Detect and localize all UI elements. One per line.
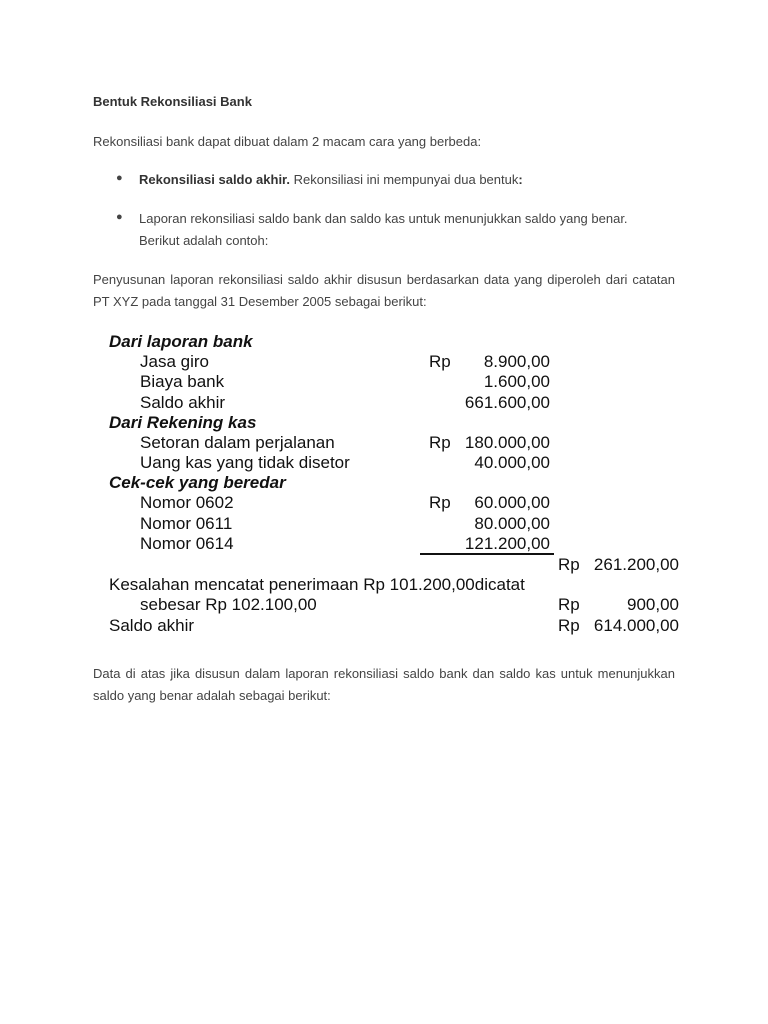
bullet-item-1 <box>139 169 679 191</box>
setoran-rp: Rp <box>429 433 451 452</box>
bullet-item-2 <box>139 208 679 252</box>
section-title: Bentuk Rekonsiliasi Bank <box>93 94 252 109</box>
setoran-label: Setoran dalam perjalanan <box>140 433 335 452</box>
bullet-1-tail: : <box>518 172 523 187</box>
kesalahan-line-1: Kesalahan mencatat penerimaan Rp 101.200,00dicatat <box>109 575 525 594</box>
saldo-final-rp: Rp <box>558 616 580 635</box>
nomor-0614-amount: 121.200,00 <box>464 534 550 553</box>
bank-section-header: Dari laporan bank <box>109 332 253 351</box>
kesalahan-line-2: sebesar Rp 102.100,00 <box>140 595 317 614</box>
nomor-0602-rp: Rp <box>429 493 451 512</box>
nomor-0611-amount: 80.000,00 <box>474 514 550 533</box>
bullet-2-line2: Berikut adalah contoh: <box>139 233 269 248</box>
nomor-0614-label: Nomor 0614 <box>140 534 234 553</box>
biaya-bank-amount: 1.600,00 <box>483 372 550 391</box>
nomor-0602-amount: 60.000,00 <box>474 493 550 512</box>
bullet-dot-icon: ● <box>116 172 123 184</box>
bullet-1-text: Rekonsiliasi ini mempunyai dua bentuk <box>290 172 519 187</box>
kesalahan-amount: 900,00 <box>627 595 679 614</box>
uang-kas-amount: 40.000,00 <box>474 453 550 472</box>
jasa-giro-rp: Rp <box>429 352 451 371</box>
kas-section-header: Dari Rekening kas <box>109 413 257 432</box>
saldo-akhir-amount: 661.600,00 <box>464 393 550 412</box>
saldo-akhir-label: Saldo akhir <box>140 393 226 412</box>
jasa-giro-label: Jasa giro <box>140 352 209 371</box>
jasa-giro-amount: 8.900,00 <box>483 352 550 371</box>
uang-kas-label: Uang kas yang tidak disetor <box>140 453 350 472</box>
saldo-final-label: Saldo akhir <box>109 616 195 635</box>
saldo-final-amount: 614.000,00 <box>593 616 679 635</box>
bullet-2-line1: Laporan rekonsiliasi saldo bank dan saldo kas untuk menunjukkan saldo yang benar. <box>139 211 628 226</box>
nomor-0602-label: Nomor 0602 <box>140 493 234 512</box>
cek-section-header: Cek-cek yang beredar <box>109 473 286 492</box>
paragraph-2: Data di atas jika disusun dalam laporan rekonsiliasi saldo bank dan saldo kas untuk menunjukkan saldo yang benar adalah sebagai berikut: <box>93 666 675 703</box>
kesalahan-rp: Rp <box>558 595 580 614</box>
setoran-amount: 180.000,00 <box>464 433 550 452</box>
total-amount: 261.200,00 <box>593 555 679 574</box>
biaya-bank-label: Biaya bank <box>140 372 225 391</box>
intro-paragraph: Rekonsiliasi bank dapat dibuat dalam 2 macam cara yang berbeda: <box>93 134 482 149</box>
paragraph-1: Penyusunan laporan rekonsiliasi saldo akhir disusun berdasarkan data yang diperoleh dari catatan PT XYZ pada tanggal 31 Desember 2005 sebagai berikut: <box>93 272 675 309</box>
bullet-1-bold: Rekonsiliasi saldo akhir. <box>139 172 291 187</box>
bullet-dot-icon: ● <box>116 211 123 223</box>
nomor-0611-label: Nomor 0611 <box>140 514 233 533</box>
total-rp: Rp <box>558 555 580 574</box>
